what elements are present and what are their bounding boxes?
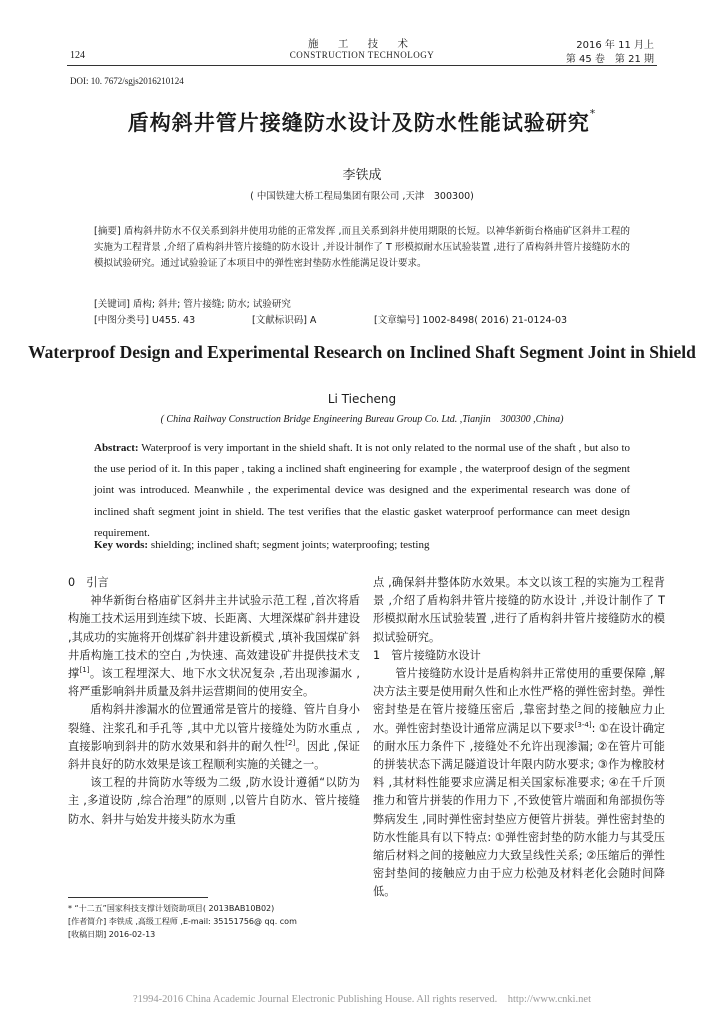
affiliation-cn: ( 中国铁建大桥工程局集团有限公司 ,天津 300300) [250, 191, 474, 202]
document-code: [文献标识码] A [252, 315, 317, 326]
citation-ref: [1] [79, 666, 90, 675]
paragraph-text: 神华新街台格庙矿区斜井主井试验示范工程 ,首次将盾构施工技术运用到连续下坡、长距离、大埋深煤矿斜井建设 ,其成功的实施将开创煤矿斜井建设新模式 ,填补我国煤矿斜井盾构施工技术的空白 ,为快速、高效建设矿井提供技术支撑 [68, 594, 360, 681]
footnote-received: [收稿日期] 2016-02-13 [68, 930, 156, 939]
header-rule [67, 65, 657, 66]
journal-name-en: CONSTRUCTION TECHNOLOGY [289, 50, 435, 60]
page-number: 124 [70, 50, 85, 61]
body-paragraph-continued: 点 ,确保斜井整体防水效果。本文以该工程的实施为工程背景 ,介绍了盾构斜井管片接缝的防水设计 ,并设计制作了 T 形模拟耐水压试验装置 ,进行了盾构斜井管片接缝防水的模拟试验研究。 [373, 576, 665, 644]
affiliation-en: ( China Railway Construction Bridge Engineering Bureau Group Co. Ltd. ,Tianjin 300300 ,China) [160, 414, 564, 425]
title-footnote-mark: * [589, 107, 597, 120]
keywords-en [94, 539, 429, 551]
copyright-line: ?1994-2016 China Academic Journal Electronic Publishing House. All rights reserved. http://www.cnki.net [132, 994, 592, 1005]
abstract-en-label: Abstract: [94, 442, 139, 454]
body-paragraph [373, 665, 665, 902]
issue-date: 2016 年 11 月上 [576, 40, 654, 51]
footnote-author: [作者简介] 李铁成 ,高级工程师 ,E-mail: 35151756@ qq. com [68, 917, 297, 926]
paragraph-text: 管片接缝防水设计是盾构斜井正常使用的重要保障 ,解决方法主要是使用耐久性和止水性严格的弹性密封垫。弹性密封垫是在管片接缝压密后 ,靠密封垫之间的接触应力止水。弹性密封垫设计通常应满足以下要求 [373, 667, 665, 735]
keywords-en-text: shielding; inclined shaft; segment joints; waterproofing; testing [148, 539, 430, 551]
body-paragraph [68, 592, 360, 701]
body-paragraph: 该工程的井筒防水等级为二级 ,防水设计遵循“以防为主 ,多道设防 ,综合治理”的原则 ,以管片自防水、管片接缝防水、斜井与始发井接头防水为重 [68, 776, 360, 826]
author-en: Li Tiecheng [327, 392, 397, 406]
body-paragraph [68, 701, 360, 774]
author-cn: 李铁成 [342, 168, 382, 183]
paragraph-text: 。该工程埋深大、地下水文状况复杂 ,若出现渗漏水 ,将严重影响斜井质量及斜井运营期间的使用安全。 [68, 667, 360, 699]
issue-volume: 第 45 卷 第 21 期 [565, 54, 654, 65]
citation-ref: [2] [285, 738, 296, 747]
paragraph-text: 盾构斜井渗漏水的位置通常是管片的接缝、管片自身小裂缝、注浆孔和手孔等 ,其中尤以管片接缝处为防水重点 ,直接影响到斜井的防水效果和斜井的耐久性 [68, 703, 360, 753]
abstract-en-text: Waterproof is very important in the shield shaft. It is not only related to the normal use of the shaft , but also to the use period of it. In this paper , taking a inclined shaft engineering for example , the waterproof design of the segment joint was introduced. Meanwhile , the experimental device was designed and the experimental research was done of inclined shaft segment joint in shield. The test verifies that the elastic gasket waterproof performance can meet design requirement. [94, 442, 630, 539]
journal-name-cn: 施 工 技 术 [307, 38, 416, 50]
keywords-cn: [关键词] 盾构; 斜井; 管片接缝; 防水; 试验研究 [94, 299, 291, 310]
body-column-left [68, 574, 360, 829]
section-heading-1: 1 管片接缝防水设计 [373, 648, 481, 662]
body-column-right [373, 574, 665, 902]
abstract-cn: [摘要] 盾构斜井防水不仅关系到斜井使用功能的正常发挥 ,而且关系到斜井使用期限的长短。以神华新街台格庙矿区斜井工程的实施为工程背景 ,介绍了盾构斜井管片接缝的防水设计 ,并设计制作了 T 形模拟耐水压试验装置 ,进行了盾构斜井管片接缝防水的模拟试验研究。通过试验验证了本项目中的弹性密封垫防水性能满足设计要求。 [94, 226, 630, 269]
paragraph-text: 。因此 ,保证斜井良好的防水效果是该工程顺利实施的关键之一。 [68, 739, 360, 772]
keywords-en-label: Key words: [94, 539, 149, 551]
footnote-rule [68, 897, 208, 898]
class-number: [中图分类号] U455. 43 [94, 315, 196, 326]
citation-ref: [3-4] [574, 720, 592, 729]
paper-title-en: Waterproof Design and Experimental Research on Inclined Shaft Segment Joint in Shield [28, 342, 696, 362]
footnote-fund: * “十二五”国家科技支撑计划资助项目( 2013BAB10B02) [68, 904, 275, 913]
abstract-en [94, 438, 630, 544]
paper-title-cn [0, 107, 724, 137]
paragraph-text: : ①在设计确定的耐水压力条件下 ,接缝处不允许出现渗漏; ②在管片可能的拼装状态下满足隧道设计年限内防水要求; ③作为橡胶材料 ,其材料性能要求应满足相关国家标准要求; ④在千斤顶推力和管片拼装的作用力下 ,不致使管片端面和角部损伤等弊病发生 ,同时弹性密封垫应方便管片拼装。弹性密封垫的防水性能具有以下特点: ①弹性密封垫的防水能力与其受压缩后材料之间的接触应力大致呈线性关系; ②压缩后的弹性密封垫间的接触应力由于应力松弛及材料老化会随时间降低。 [373, 721, 665, 899]
section-heading-intro: 0 引言 [68, 576, 109, 589]
article-number: [文章编号] 1002-8498( 2016) 21-0124-03 [374, 315, 568, 326]
title-cn-text: 盾构斜井管片接缝防水设计及防水性能试验研究 [127, 111, 590, 135]
doi: DOI: 10. 7672/sgjs2016210124 [70, 76, 184, 86]
